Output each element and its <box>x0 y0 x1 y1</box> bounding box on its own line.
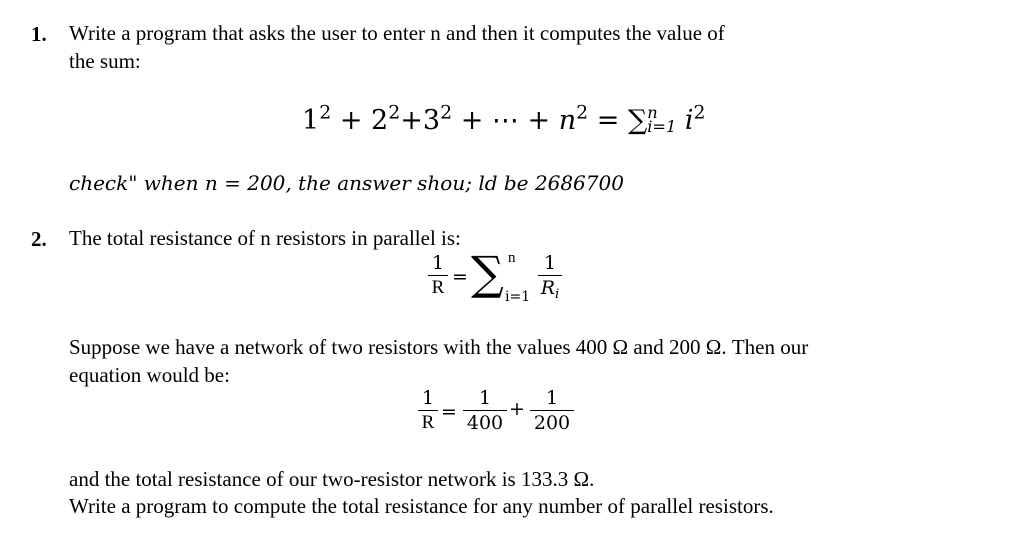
formula-2-fraction-200: 1 200 <box>530 387 574 434</box>
check-note: check" when n = 200, the answer shou; ld be 2686700 <box>69 171 624 195</box>
problem-1-text-line-1: Write a program that asks the user to enter n and then it computes the value of <box>69 21 725 45</box>
problem-2-text-line-4: and the total resistance of our two-resistor network is 133.3 Ω. <box>69 467 595 491</box>
formula-1-equals: = <box>452 266 468 288</box>
problem-2-number: 2. <box>31 227 47 251</box>
formula-2-plus: + <box>509 398 525 420</box>
problem-2-text-line-1: The total resistance of n resistors in parallel is: <box>69 226 461 250</box>
problem-2-text-line-2: Suppose we have a network of two resistors with the values 400 Ω and 200 Ω. Then our <box>69 335 809 359</box>
formula-2-equals: = <box>441 401 457 423</box>
problem-2-text-line-3: equation would be: <box>69 363 230 387</box>
problem-2-text-line-5: Write a program to compute the total resistance for any number of parallel resistors. <box>69 494 774 518</box>
formula-2-fraction-400: 1 400 <box>463 387 507 434</box>
formula-1-rhs-fraction: 1 $R_i$ <box>538 252 562 299</box>
formula-1-lhs-fraction: 1 R <box>428 252 448 299</box>
formula-1-sigma: ∑ <box>471 246 504 300</box>
problem-1-text-line-2: the sum: <box>69 49 141 73</box>
sum-of-squares-equation: $1^2 + 2^2+3^2$ + ⋯ + $n^2$ = ∑ n i=1 $i^2$ <box>302 101 706 137</box>
problem-1-number: 1. <box>31 22 47 46</box>
formula-1-upper-limit: n <box>508 250 516 266</box>
formula-1-lower-limit: i=1 <box>505 289 531 305</box>
formula-2-lhs-fraction: 1 R <box>418 387 438 434</box>
